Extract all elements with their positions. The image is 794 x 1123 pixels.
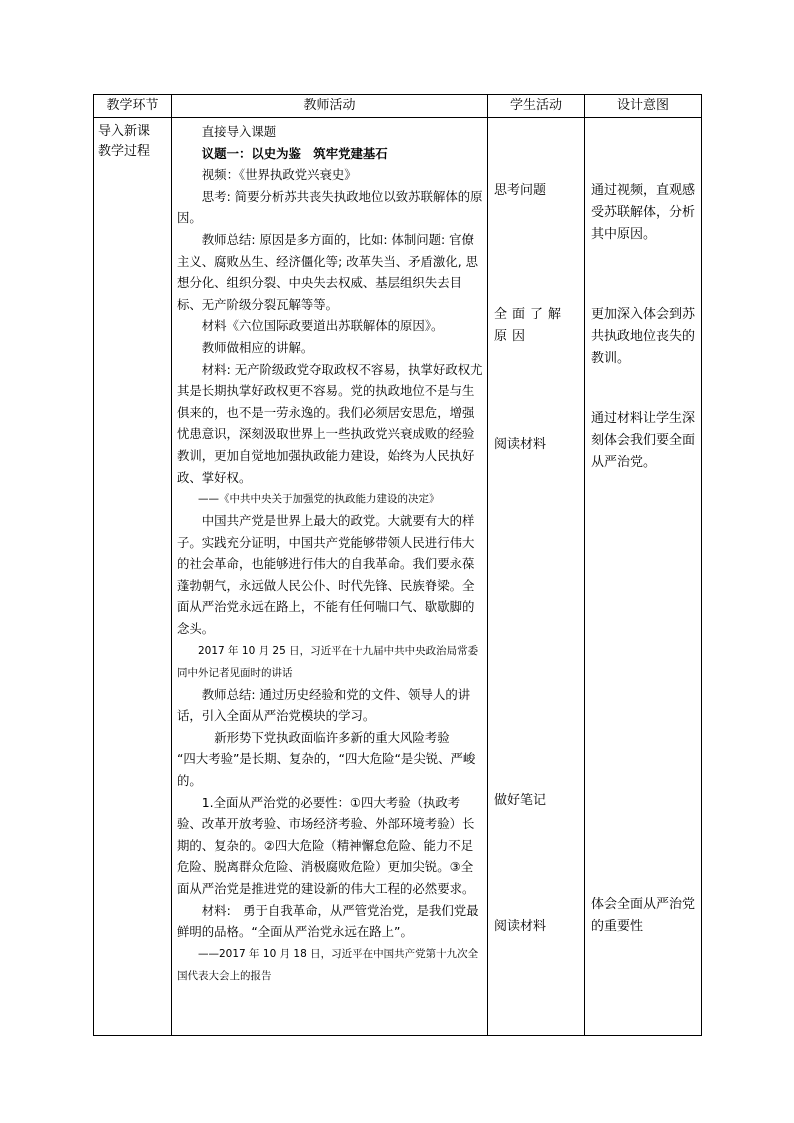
header-design-intent: 设计意图 [585,95,702,118]
table-header-row [94,95,702,118]
design-intent-item: 通过材料让学生深刻体会我们要全面从严治党。 [591,411,696,470]
segment-label: 教学过程 [98,144,151,159]
segment-label: 导入新课 [98,124,151,139]
teacher-paragraph: 材料《六位国际政要道出苏联解体的原因》。 [201,318,444,334]
teacher-paragraph: 2017 年 10 月 25 日，习近平在十九届中共中央政治局常委同中外记者见面时的讲话 [177,644,479,679]
teacher-paragraph: 议题一：以史为鉴 筑牢党建基石 [201,145,388,161]
lesson-plan-table [93,94,702,1036]
segment-cell [94,118,172,1036]
teacher-paragraph: ——《中共中央关于加强党的执政能力建设的决定》 [198,493,440,506]
teacher-paragraph: 材料: 勇于自我革命，从严管党治党，是我们党最鲜明的品格。“全面从严治党永远在路上”。 [177,902,479,940]
design-intent-item: 体会全面从严治党的重要性 [591,897,696,934]
table-row [94,118,702,1036]
teacher-paragraph: 教师总结: 通过历史经验和党的文件、领导人的讲话，引入全面从严治党模块的学习。 [177,686,471,724]
design-intent-item: 通过视频，直观感受苏联解体，分析其中原因。 [591,183,696,242]
teacher-activity-cell [172,118,488,1036]
teacher-paragraph: 教师做相应的讲解。 [201,339,314,355]
student-activity-item: 阅读材料 [494,919,547,934]
teacher-paragraph: 思考: 简要分析苏共丧失执政地位以致苏联解体的原因。 [177,188,483,226]
student-activity-item: 思考问题 [494,183,547,198]
teacher-paragraph: 1.全面从严治党的必要性：①四大考验（执政考验、改革开放考验、市场经济考验、外部环境考验）长期的、复杂的。②四大危险（精神懈怠危险、能力不足危险、脱离群众危险、消极腐败危险）更加尖锐。③全面从严治党是推进党的建设新的伟大工程的必然要求。 [177,794,475,896]
student-activity-cell [488,118,585,1036]
teacher-paragraph: 材料: 无产阶级政党夺取政权不容易，执掌好政权尤其是长期执掌好政权更不容易。党的执政地位不是与生俱来的，也不是一劳永逸的。我们必须居安思危，增强忧患意识，深刻汲取世界上一些执政党兴衰成败的经验教训，更加自觉地加强执政能力建设，始终为人民执好政、掌好权。 [177,361,483,485]
teacher-paragraph: ——2017 年 10 月 18 日，习近平在中国共产党第十九次全国代表大会上的报告 [177,947,479,982]
design-intent-item: 更加深入体会到苏共执政地位丧失的教训。 [591,307,696,366]
student-activity-item: 阅读材料 [494,437,547,452]
header-teacher-activity: 教师活动 [172,95,488,118]
teacher-paragraph: 新形势下党执政面临许多新的重大风险考验 [214,729,450,745]
teacher-paragraph: “四大考验”是长期、复杂的，“四大危险“是尖锐、严峻的。 [177,751,476,789]
teacher-paragraph: 中国共产党是世界上最大的政党。大就要有大的样子。实践充分证明，中国共产党能够带领人民进行伟大的社会革命，也能够进行伟大的自我革命。我们要永葆蓬勃朝气，永远做人民公仆、时代先锋、民族脊梁。全面从严治党永远在路上，不能有任何喘口气、歇歇脚的念头。 [177,513,475,637]
teacher-paragraph: 直接导入课题 [201,124,277,139]
header-segment: 教学环节 [94,95,172,118]
student-activity-item: 做好笔记 [494,793,547,808]
teacher-paragraph: 视频：《世界执政党兴衰史》 [201,167,357,183]
teacher-paragraph: 教师总结: 原因是多方面的，比如: 体制问题: 官僚主义、腐败丛生、经济僵化等; 改革失当、矛盾激化, 思想分化、组织分裂、中央失去权威、基层组织失去目标、无产阶级分裂瓦解等等。 [177,231,478,312]
design-intent-cell [585,118,702,1036]
header-student-activity: 学生活动 [488,95,585,118]
student-activity-item: 全面了解原因 [494,307,567,344]
